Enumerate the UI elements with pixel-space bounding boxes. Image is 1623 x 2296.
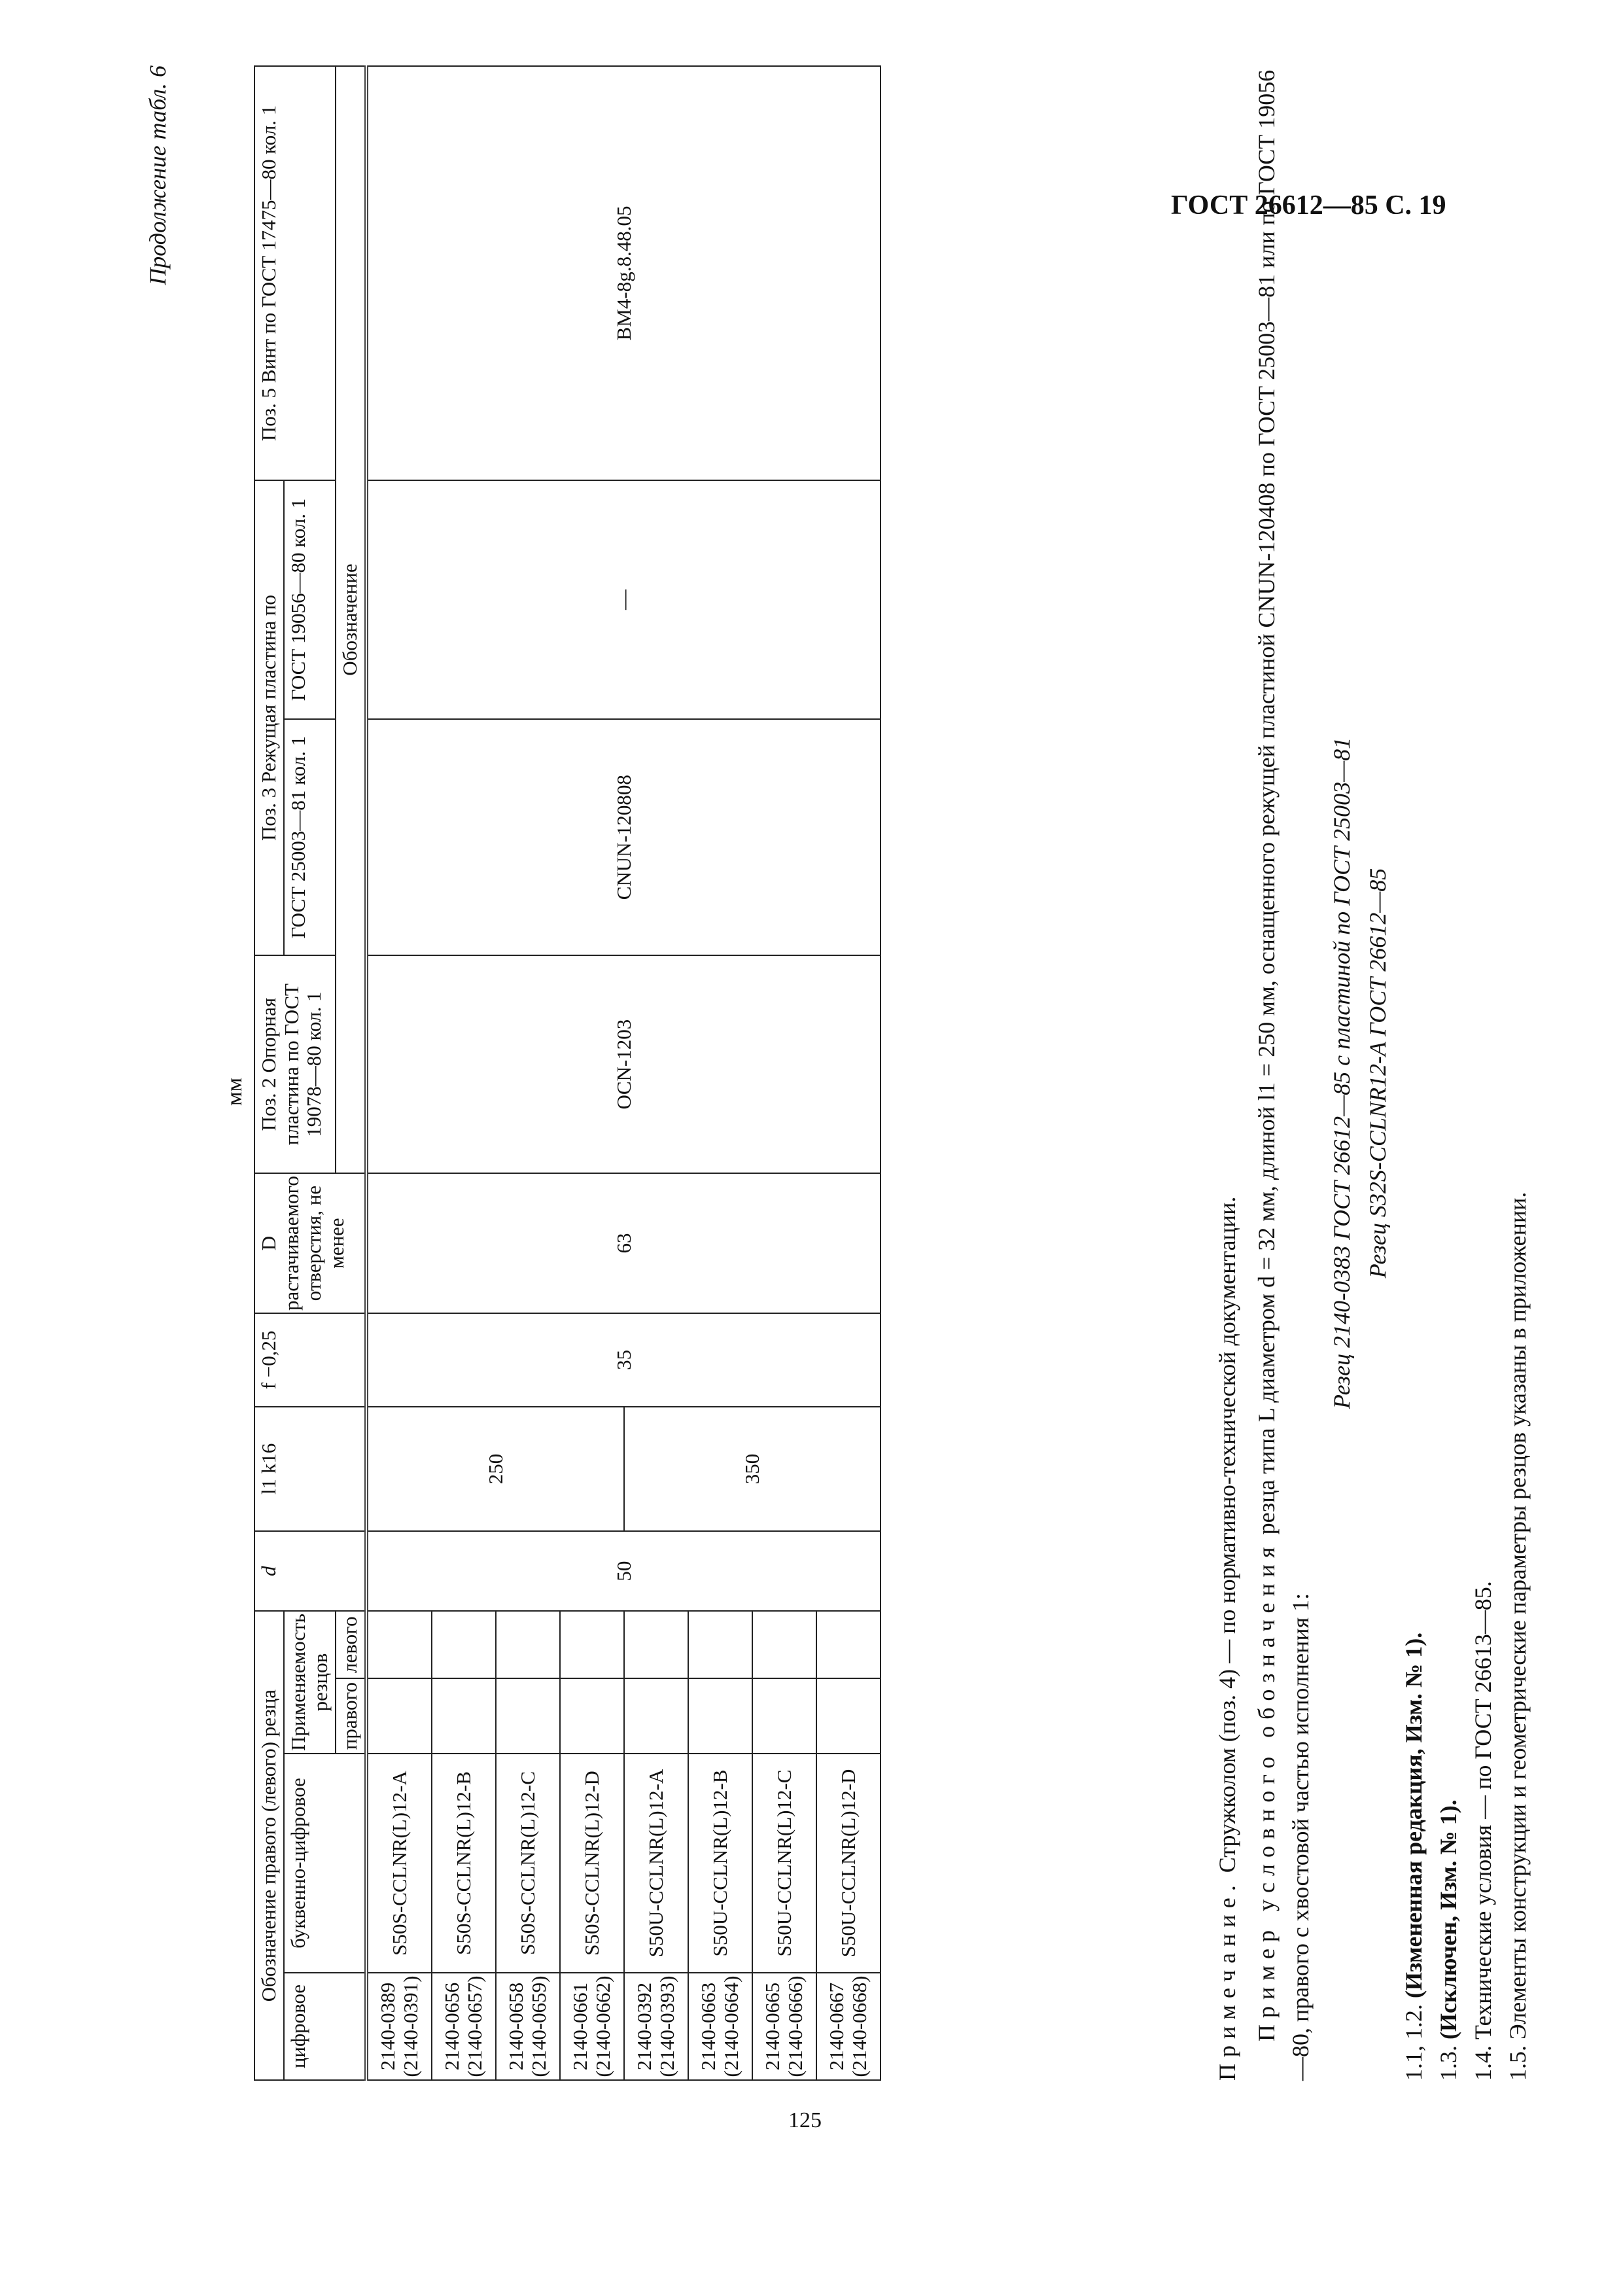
page-header: ГОСТ 26612—85 С. 19 [1171, 190, 1446, 221]
example-text: резца типа L диаметром d = 32 мм, длиной l1 = 250 мм, оснащенного режущей пластиной CNUN-120408 по ГОСТ 25003—81 или по ГОСТ 19056—80, правого с хвостовой частью исполнения 1: [1253, 69, 1314, 2081]
item-1-1 [1397, 65, 1431, 2081]
item-1-3-bold: (Исключен, Изм. № 1). [1435, 1799, 1461, 2040]
alphanumeric-header: буквенно-цифровое [284, 1754, 366, 1973]
cell-right [816, 1678, 881, 1754]
cell-right [496, 1678, 560, 1754]
cell-left [752, 1611, 816, 1678]
cell-digital: 2140-0663 (2140-0664) [688, 1973, 752, 2080]
cell-alpha: S50S-CCLNR(L)12-A [366, 1754, 432, 1973]
example-line-2: Резец S32S-CCLNR12-A ГОСТ 26612—85 [1365, 868, 1391, 1279]
cell-alpha: S50S-CCLNR(L)12-D [560, 1754, 624, 1973]
cell-digital: 2140-0665 (2140-0666) [752, 1973, 816, 2080]
cell-gost25003: CNUN-120808 [366, 719, 881, 955]
note-text: Стружколом (поз. 4) — по нормативно-технической документации. [1214, 1196, 1240, 1873]
f-header: f −0,25 [254, 1313, 366, 1407]
oboznachenie-header: Обозначение [336, 66, 366, 1173]
cell-left [624, 1611, 688, 1678]
d-header: d [254, 1531, 366, 1611]
note-primechanie [1210, 65, 1244, 2081]
continuation-label: Продолжение табл. 6 [145, 65, 171, 285]
cell-right [560, 1678, 624, 1754]
note-label: Примечание. [1214, 1879, 1240, 2081]
cell-l1-350: 350 [624, 1407, 881, 1531]
cell-D: 63 [366, 1173, 881, 1313]
item-1-3 [1431, 65, 1465, 2081]
gost25003-header: ГОСТ 25003—81 кол. 1 [284, 719, 336, 955]
cell-digital: 2140-0656 (2140-0657) [432, 1973, 496, 2080]
cell-left [816, 1611, 881, 1678]
item-1-4: 1.4. Технические условия — по ГОСТ 26613—85. [1470, 1581, 1496, 2081]
item-1-3-num: 1.3. [1435, 2045, 1461, 2081]
cell-pos5: ВМ4-8g.8.48.05 [366, 66, 881, 480]
cell-gost19056: — [366, 480, 881, 719]
item-1-1-bold: (Измененная редакция, Изм. № 1). [1401, 1632, 1427, 1998]
item-1-1-num: 1.1, 1.2. [1401, 2004, 1427, 2081]
cell-l1-250: 250 [366, 1407, 624, 1531]
cell-digital: 2140-0667 (2140-0668) [816, 1973, 881, 2080]
applicability-header: Применяемость резцов [284, 1611, 336, 1754]
right-header: правого [336, 1678, 366, 1754]
pos5-header: Поз. 5 Винт по ГОСТ 17475—80 кол. 1 [254, 66, 336, 480]
cell-digital: 2140-0389 (2140-0391) [366, 1973, 432, 2080]
rotated-page-content [145, 52, 1531, 2081]
cell-alpha: S50U-CCLNR(L)12-C [752, 1754, 816, 1973]
l1-header: l1 k16 [254, 1407, 366, 1531]
example-label: Пример условного обозначения [1253, 1540, 1280, 2041]
cell-alpha: S50S-CCLNR(L)12-C [496, 1754, 560, 1973]
cell-left [432, 1611, 496, 1678]
cell-digital: 2140-0661 (2140-0662) [560, 1973, 624, 2080]
item-1-5: 1.5. Элементы конструкции и геометрические параметры резцов указаны в приложении. [1505, 1192, 1531, 2081]
example-line-1: Резец 2140-0383 ГОСТ 26612—85 с пластиной по ГОСТ 25003—81 [1329, 737, 1355, 1409]
cell-right [752, 1678, 816, 1754]
cell-alpha: S50U-CCLNR(L)12-A [624, 1754, 688, 1973]
left-header: левого [336, 1611, 366, 1678]
pos3-header: Поз. 3 Режущая пластина по [254, 480, 284, 955]
pos2-header: Поз. 2 Опорная пластина по ГОСТ 19078—80 кол. 1 [254, 955, 336, 1173]
cell-f: 35 [366, 1313, 881, 1407]
cell-alpha: S50U-CCLNR(L)12-D [816, 1754, 881, 1973]
cell-d: 50 [366, 1531, 881, 1611]
gost19056-header: ГОСТ 19056—80 кол. 1 [284, 480, 336, 719]
cell-left [560, 1611, 624, 1678]
cell-right [432, 1678, 496, 1754]
digital-header: цифровое [284, 1973, 366, 2080]
cell-right [688, 1678, 752, 1754]
cell-alpha: S50S-CCLNR(L)12-B [432, 1754, 496, 1973]
note-example [1249, 65, 1318, 2081]
cell-digital: 2140-0392 (2140-0393) [624, 1973, 688, 2080]
cell-alpha: S50U-CCLNR(L)12-B [688, 1754, 752, 1973]
page-number: 125 [788, 2108, 822, 2132]
cell-left [496, 1611, 560, 1678]
cell-left [366, 1611, 432, 1678]
cell-right [366, 1678, 432, 1754]
cell-digital: 2140-0658 (2140-0659) [496, 1973, 560, 2080]
parts-table [254, 65, 881, 2081]
designation-header: Обозначение правого (левого) резца [254, 1611, 284, 2080]
D-header: D растачиваемого отверстия, не менее [254, 1173, 366, 1313]
unit-label: мм [222, 1077, 247, 1106]
cell-left [688, 1611, 752, 1678]
cell-right [624, 1678, 688, 1754]
cell-pos2: OCN-1203 [366, 955, 881, 1173]
